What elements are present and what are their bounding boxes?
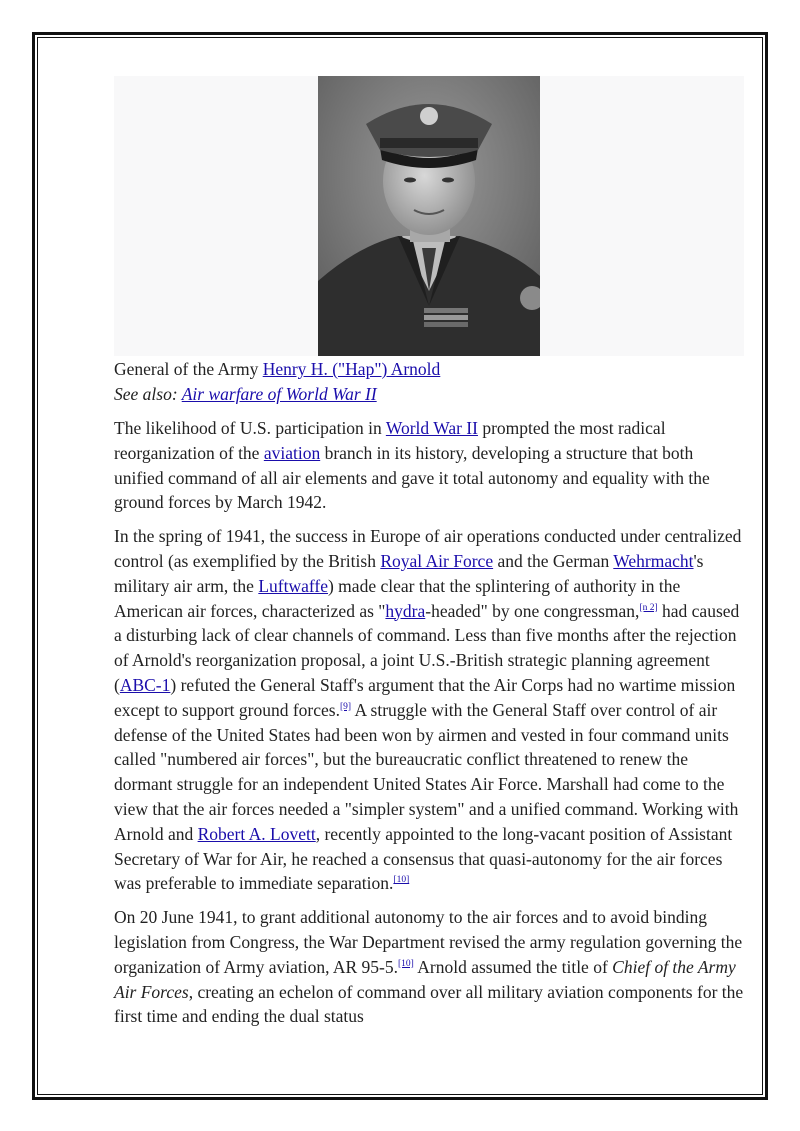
text: branch in its history, developing a structure that both unified command of all air elements and gave it total autonomy and equality with the ground forces by March 1942. bbox=[114, 442, 710, 513]
citation-9-link[interactable]: [9] bbox=[339, 701, 352, 712]
paragraph-2 bbox=[114, 524, 744, 896]
abc-1-link[interactable]: ABC-1 bbox=[119, 674, 171, 695]
luftwaffe-link[interactable]: Luftwaffe bbox=[258, 575, 328, 596]
text: Arnold assumed the title of bbox=[413, 956, 613, 977]
hydra-link[interactable]: hydra bbox=[385, 600, 426, 621]
henry-arnold-link[interactable]: Henry H. ("Hap") Arnold bbox=[262, 359, 441, 379]
text: The likelihood of U.S. participation in bbox=[114, 418, 386, 438]
footnote-ref bbox=[398, 959, 414, 969]
portrait-photo bbox=[318, 76, 540, 356]
footnote-n2-link[interactable]: [n 2] bbox=[639, 602, 658, 613]
figure bbox=[114, 76, 744, 356]
caption-prefix: General of the Army bbox=[114, 359, 263, 379]
text: , creating an echelon of command over all military aviation components for the first time and ending the dual status bbox=[114, 981, 744, 1027]
text: 's military air arm, the bbox=[114, 550, 704, 596]
figure-caption bbox=[114, 357, 744, 407]
text: In the spring of 1941, the success in Europe of air operations conducted under centralized control (as exemplified by the British bbox=[114, 526, 742, 571]
text: , recently appointed to the long-vacant position of Assistant Secretary of War for Air, he reached a consensus that quasi-autonomy for the air forces was preferable to immediate separation. bbox=[114, 823, 733, 894]
air-warfare-ww2-link[interactable]: Air warfare of World War II bbox=[181, 384, 377, 404]
see-also-line bbox=[114, 382, 744, 407]
world-war-ii-link[interactable]: World War II bbox=[385, 418, 478, 438]
portrait-image bbox=[318, 76, 540, 356]
footnote-ref bbox=[340, 702, 351, 712]
paragraph-3 bbox=[114, 905, 744, 1029]
footnote-ref bbox=[639, 603, 657, 613]
footnote-ref bbox=[393, 875, 409, 885]
citation-10-link[interactable]: [10] bbox=[398, 958, 414, 969]
caption-line bbox=[114, 357, 744, 382]
text: ) made clear that the splintering of authority in the American air forces, characterized as " bbox=[114, 575, 681, 621]
text: -headed" by one congressman, bbox=[425, 600, 640, 621]
text: ) refuted the General Staff's argument that the Air Corps had no wartime mission except to support ground forces. bbox=[114, 674, 736, 720]
text: had caused a disturbing lack of clear channels of command. Less than five months after the rejection of Arnold's reorganization proposal, a joint U.S.-British strategic planning agreement ( bbox=[114, 600, 740, 695]
text: A struggle with the General Staff over control of air defense of the United States had been won by airmen and vested in four command units called "numbered air forces", but the bureaucratic conflict threatened to renew the dormant struggle for an independent United States Air Force. Marshall had come to the view that the air forces needed a "simpler system" and a unified command. Working with Arnold and bbox=[114, 699, 739, 844]
article-content bbox=[114, 76, 744, 1029]
see-also-prefix: See also: bbox=[114, 384, 182, 404]
chief-aaf-title: Chief of the Army Air Forces bbox=[114, 956, 736, 1002]
royal-air-force-link[interactable]: Royal Air Force bbox=[380, 550, 494, 571]
text: On 20 June 1941, to grant additional autonomy to the air forces and to avoid binding legislation from Congress, the War Department revised the army regulation governing the organization of Army aviation, AR 95-5. bbox=[114, 907, 743, 977]
paragraph-1 bbox=[114, 416, 744, 515]
citation-10-link[interactable]: [10] bbox=[393, 875, 410, 886]
text: prompted the most radical reorganization of the bbox=[114, 418, 666, 463]
wehrmacht-link[interactable]: Wehrmacht bbox=[613, 550, 694, 571]
text: and the German bbox=[493, 550, 614, 571]
aviation-link[interactable]: aviation bbox=[263, 442, 321, 463]
robert-lovett-link[interactable]: Robert A. Lovett bbox=[197, 823, 316, 844]
